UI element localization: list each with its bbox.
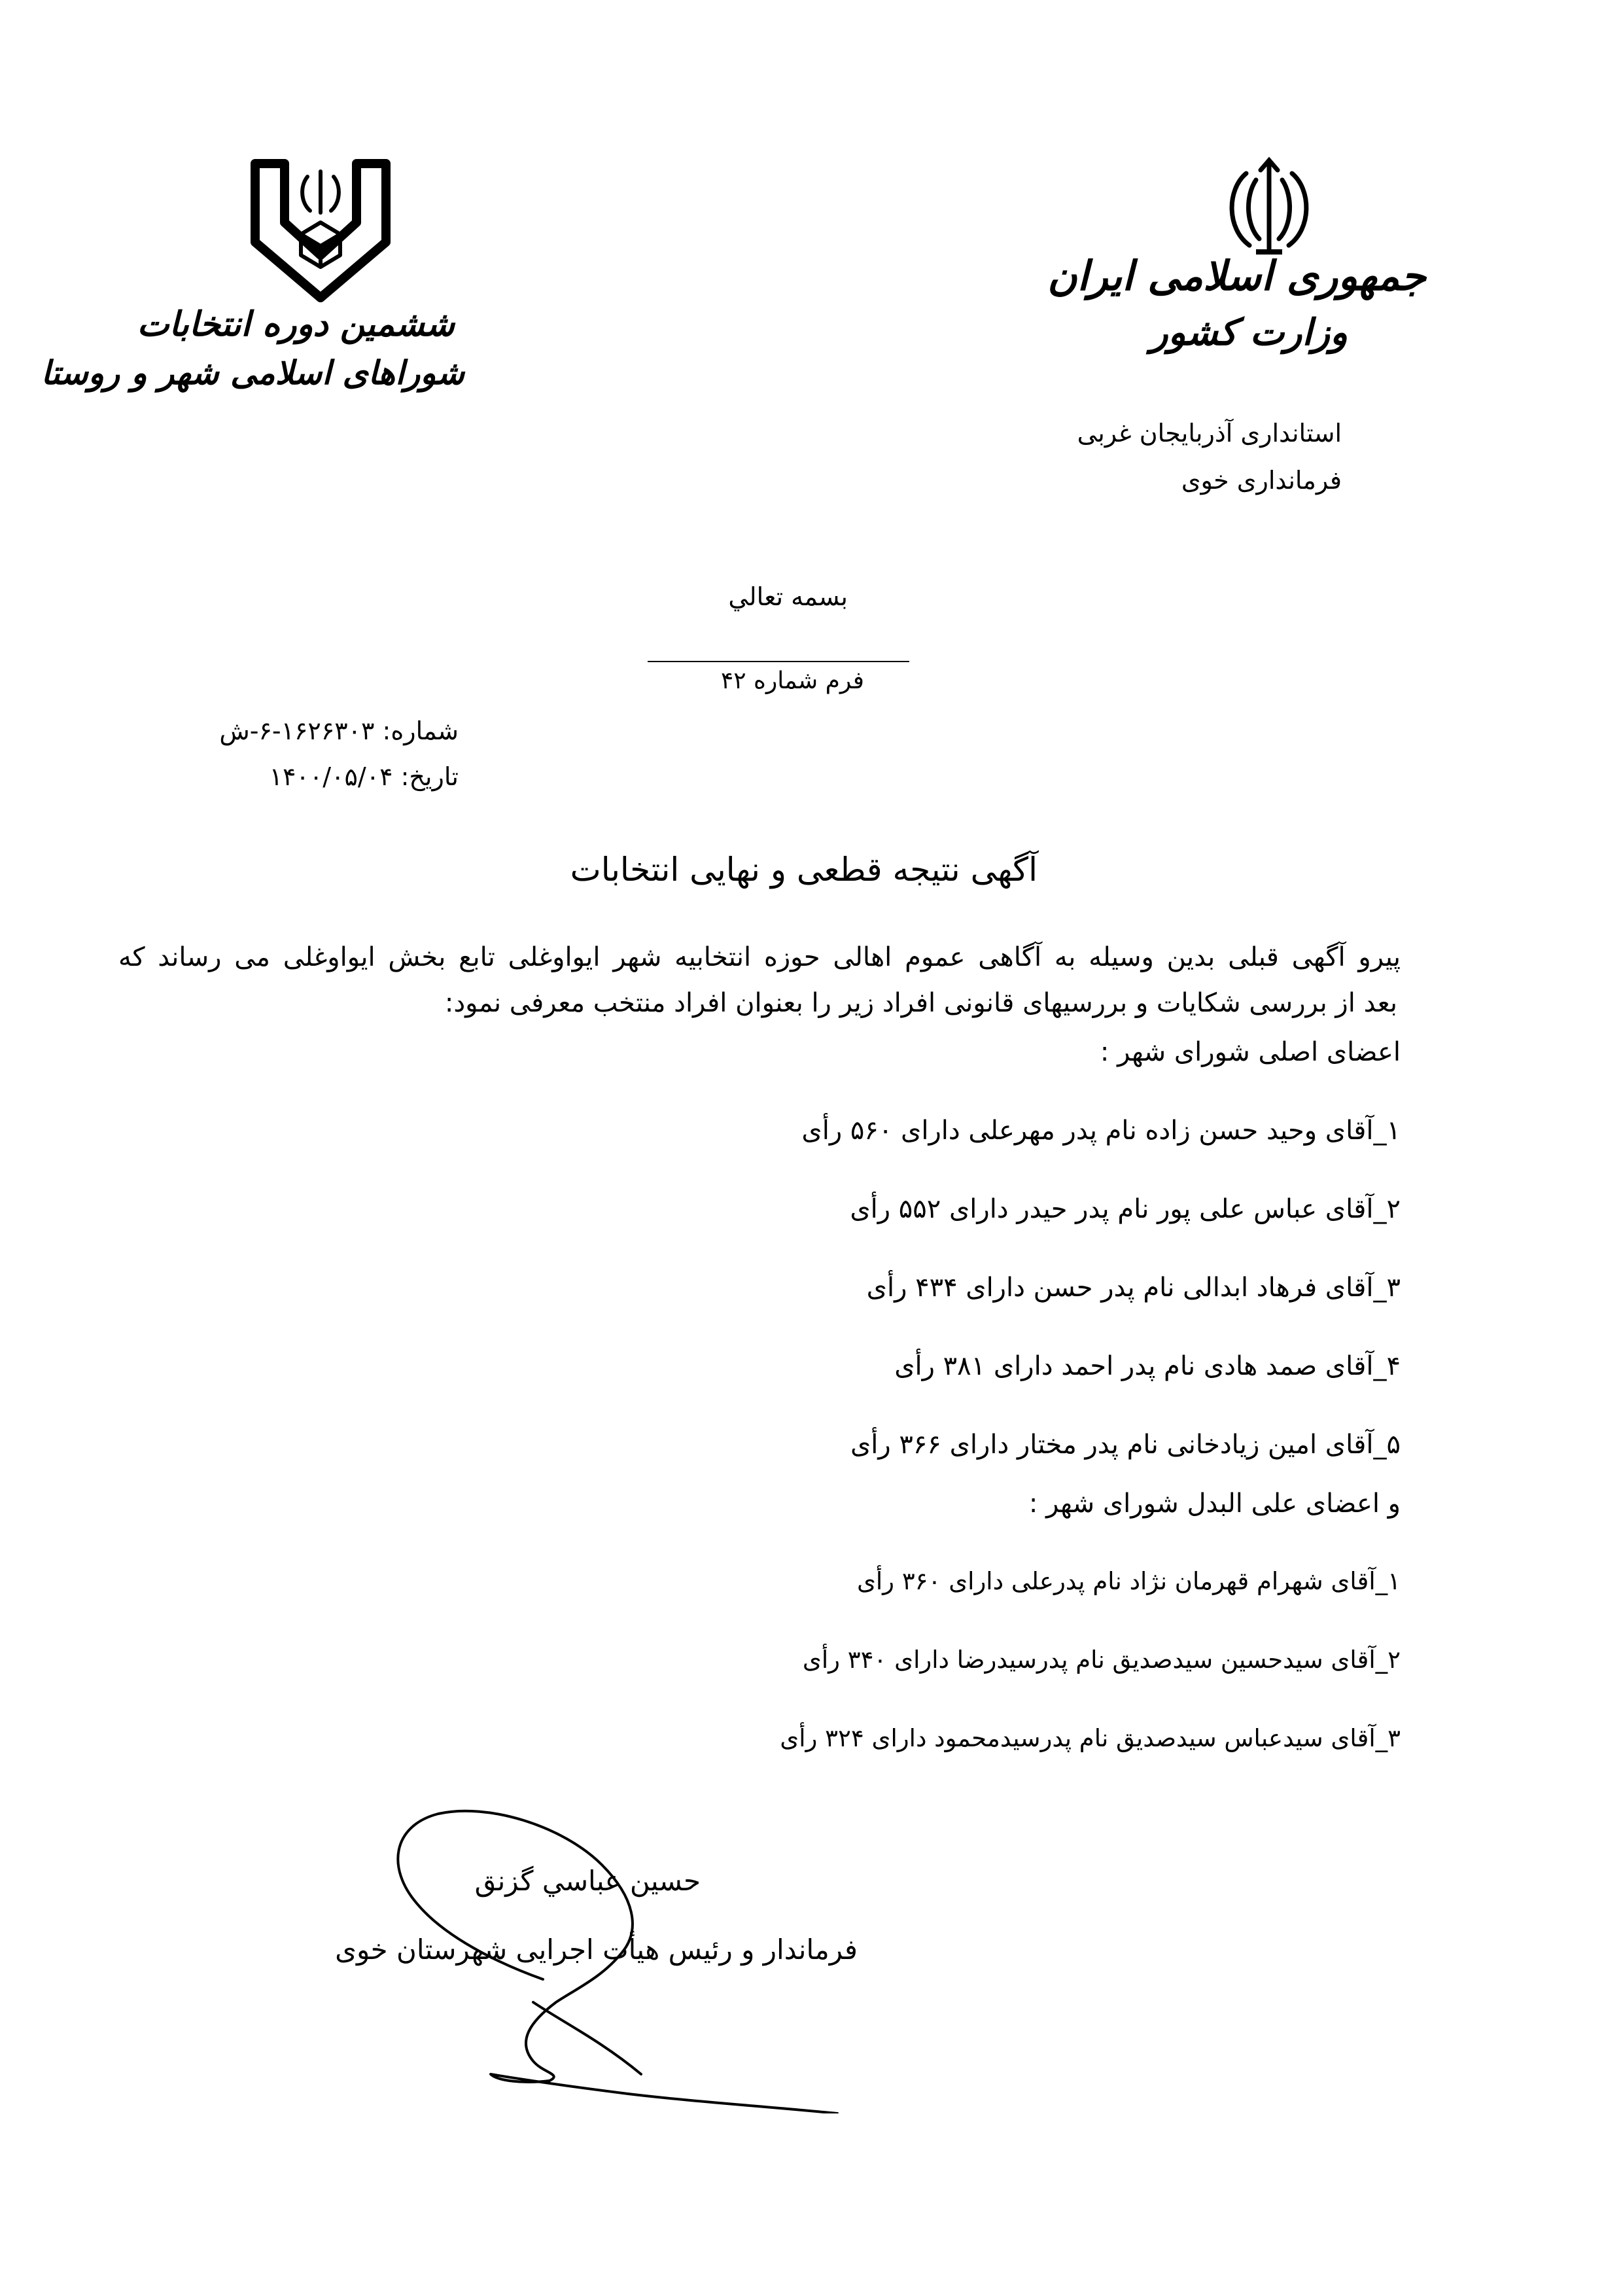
form-number: فرم شماره ۴۲ [720, 667, 864, 694]
election-logo-line2: شوراهای اسلامی شهر و روستا [41, 353, 464, 392]
republic-emblem-icon [1220, 154, 1318, 258]
bismillah-divider [648, 661, 909, 662]
ballot-box-emblem-icon [242, 150, 399, 308]
republic-logo-line1: جمهوری اسلامی ایران [1047, 252, 1426, 300]
principal-members-heading: اعضای اصلی شورای شهر : [1100, 1037, 1401, 1067]
principal-member-2: ۲_آقای عباس علی پور نام پدر حیدر دارای ۵۵۲ رأی [850, 1194, 1401, 1224]
office-line2: فرمانداری خوی [1181, 466, 1342, 495]
principal-member-1: ۱_آقای وحید حسن زاده نام پدر مهرعلی دارای ۵۶۰ رأی [801, 1116, 1401, 1146]
election-logo-line1: ششمین دوره انتخابات [137, 304, 455, 344]
signer-name: حسین عباسي گزنق [474, 1865, 701, 1897]
alternate-member-3: ۳_آقای سیدعباس سیدصدیق نام پدرسیدمحمود دارای ۳۲۴ رأی [780, 1724, 1401, 1752]
principal-member-3: ۳_آقای فرهاد ابدالی نام پدر حسن دارای ۴۳۴ رأی [866, 1273, 1401, 1303]
principal-member-5: ۵_آقای امین زیادخانی نام پدر مختار دارای ۳۶۶ رأی [850, 1430, 1401, 1460]
office-line1: استانداری آذربایجان غربی [1077, 419, 1342, 448]
alternate-member-1: ۱_آقای شهرام قهرمان نژاد نام پدرعلی دارای ۳۶۰ رأی [856, 1567, 1401, 1595]
body-line-2: بعد از بررسی شکایات و بررسیهای قانونی افراد زیر را بعنوان افراد منتخب معرفی نمود: [444, 988, 1397, 1018]
republic-logo-line2: وزارت کشور [1150, 311, 1348, 354]
page-title: آگهی نتیجه قطعی و نهایی انتخابات [570, 851, 1038, 889]
alternate-members-heading: و اعضای علی البدل شورای شهر : [1028, 1489, 1401, 1519]
principal-member-4: ۴_آقای صمد هادی نام پدر احمد دارای ۳۸۱ رأی [894, 1351, 1401, 1381]
letter-date: تاریخ: ۱۴۰۰/۰۵/۰۴ [269, 762, 459, 791]
alternate-member-2: ۲_آقای سیدحسین سیدصدیق نام پدرسیدرضا دارای ۳۴۰ رأی [802, 1646, 1401, 1674]
body-line-1: پیرو آگهی قبلی بدین وسیله به آگاهی عموم اهالی حوزه انتخابیه شهر ایواوغلی تابع بخش ایواوغلی می رساند که [118, 942, 1401, 972]
letter-number: شماره: ۱۶۲۶۳۰۳-۶-ش [219, 716, 459, 745]
election-logo [41, 144, 478, 419]
bismillah: بسمه تعالي [728, 582, 848, 611]
signer-role: فرماندار و رئیس هیأت اجرایی شهرستان خوی [335, 1934, 858, 1966]
ministry-logo [1047, 144, 1426, 406]
